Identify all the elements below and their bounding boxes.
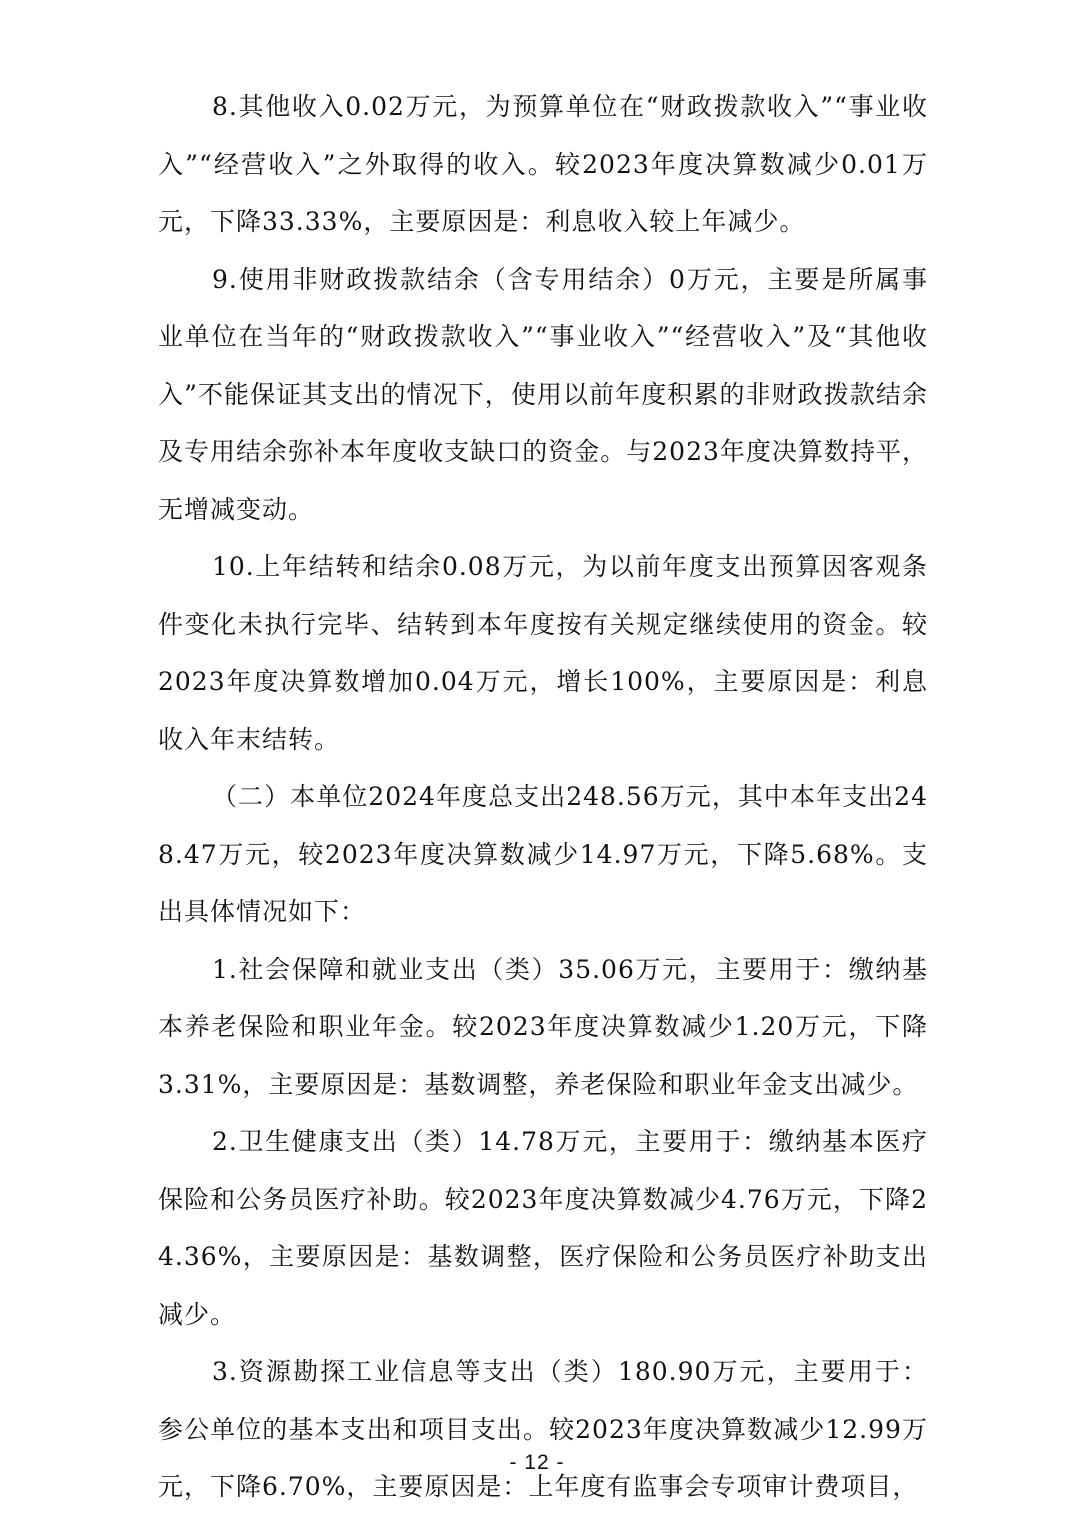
paragraph-resource-exploration: 3.资源勘探工业信息等支出（类）180.90万元，主要用于：参公单位的基本支出和项目支出。较2023年度决算数减少12.99万元，下降6.70%，主要原因是：上年度有监事会专项审计费项目， xyxy=(158,1357,928,1501)
paragraph-total-expenditure: （二）本单位2024年度总支出248.56万元，其中本年支出248.47万元，较2023年度决算数减少14.97万元，下降5.68%。支出具体情况如下： xyxy=(158,782,928,926)
paragraph-other-income: 8.其他收入0.02万元，为预算单位在“财政拨款收入”“事业收入”“经营收入”之外取得的收入。较2023年度决算数减少0.01万元，下降33.33%，主要原因是：利息收入较上年减少。 xyxy=(158,92,928,236)
paragraph-social-security: 1.社会保障和就业支出（类）35.06万元，主要用于：缴纳基本养老保险和职业年金。较2023年度决算数减少1.20万元，下降3.31%，主要原因是：基数调整，养老保险和职业年金支出减少。 xyxy=(158,954,928,1099)
paragraph-carryover: 10.上年结转和结余0.08万元，为以前年度支出预算因客观条件变化未执行完毕、结转到本年度按有关规定继续使用的资金。较2023年度决算数增加0.04万元，增长100%，主要原因是：利息收入年末结转。 xyxy=(158,552,928,754)
page-number: - 12 - xyxy=(509,1451,565,1474)
document-body xyxy=(158,78,928,1516)
paragraph-health: 2.卫生健康支出（类）14.78万元，主要用于：缴纳基本医疗保险和公务员医疗补助。较2023年度决算数减少4.76万元，下降24.36%，主要原因是：基数调整，医疗保险和公务员医疗补助支出减少。 xyxy=(158,1127,928,1329)
paragraph-non-fiscal-balance: 9.使用非财政拨款结余（含专用结余）0万元，主要是所属事业单位在当年的“财政拨款收入”“事业收入”“经营收入”及“其他收入”不能保证其支出的情况下，使用以前年度积累的非财政拨款结余及专用结余弥补本年度收支缺口的资金。与2023年度决算数持平，无增减变动。 xyxy=(158,264,928,524)
